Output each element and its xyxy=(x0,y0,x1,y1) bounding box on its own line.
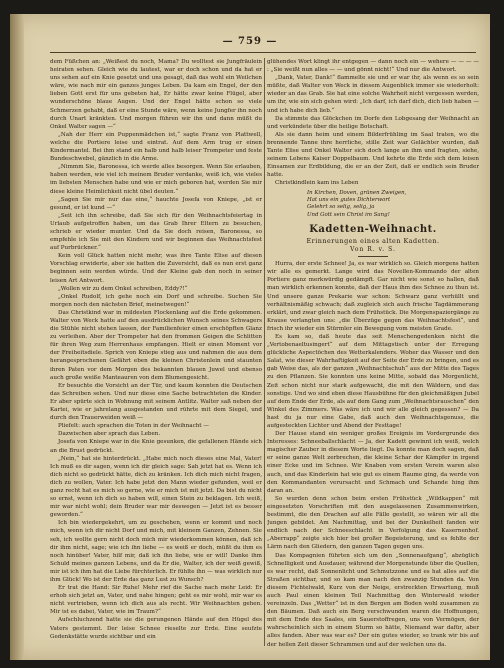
paragraph: Der Hause stand ein weniger großes Ereignis im Vordergrunde des Interesses: Schneeballschlacht — Ja, der Kadett gewinnt ich weiß, welch magischer Zauber in diesem Worte liegt. Da konnte man doch sagen, daß er seine ganze Welt zerbrechen, die kleine Schar der Kämpfer in irgend einer Ecke und im Schnee. Wir Knaben vom ersten Verein waren also auch, und das Kinderlein hat wie gut es einem Raume ging, da werde von den Kommandanten verursacht und Schmach und Schande hing ihm daran an. xyxy=(267,431,479,494)
paragraph: „Onkel Rudolf, ich gehe noch ein Dorf und schreibe. Suchen Sie morgen noch den nächsten Brief, meinetwegen!“ xyxy=(50,293,262,308)
paragraph: „Seit ich ihn schreibe, daß Sie sich für den Weihnachtsfeiertag in Urlaub aufgetroffen haben, um das Grab Ihrer Eltern zu besuchen, schrieb er wieder munter. Und da Sie doch reisen, Baronessa, so empfehle ich Sie mit den Kindern und wir beginnen das Weihnachtsfest auf Purbrückner.“ xyxy=(50,212,262,252)
paragraph: Als sie dann heim und einem Bilderfrühling im Saal traten, wo die brennende Tanne ihre herrliche, stille Zeit war Gelächter wurden, daß Tante Elise und Onkel Walter sich doch lange an ihm und fragten, siehe, seinem Lebens Kaiser Doppelbaum. Und kehrte die Erde sich dem leisen Einsamen zur Erdbildung, die er an der Zeit, daß er endlich sein Bruder hatte. xyxy=(267,131,479,179)
article-title: Kadetten-Weihnacht. xyxy=(309,224,437,236)
paragraph: Dazwischen aber sprach das Leben. xyxy=(58,431,161,438)
paragraph: „Wollen wir zu dem Onkel schreiben, Eddy?!“ xyxy=(58,285,188,292)
article-author: Von R. v. S. xyxy=(350,246,396,254)
paragraph: Er besuchte die Vorsicht an der Tür, und kaum konnten die Deutschen das Schreiben sehen. Und nur diese eine Sache betrachteten die Kinder. Er aber spürte sich in Wohnung mit seinem Antlitz. Walter saß neben der Kartei, wie er jahrelang ausgestanden und rührte mit dem Siegel, und durch den Trauerweiden weiß — xyxy=(50,382,262,422)
page-number: — 759 — xyxy=(222,36,278,47)
poem-line: In Kirchen, Doven, grünen Zweigen, xyxy=(307,189,407,196)
paragraph: „Nah der Herr ein Puppenmädchen ist,“ sagte Franz von Plattwell, welche die Portiere leise und eintrat. Auf dem Arm trug er einen Kindermantel. Bei ihm stand ein halb und halb leiser Trompeter und feste Bundeschwebel, gänzlich in die Arme. xyxy=(50,131,262,163)
paragraph: Da stimmte das Glöckchen im Dorfe den Lobgesang der Weihnacht an und verkündete über die heilige Botschaft. xyxy=(267,115,479,130)
paragraph: Aufschluchzend hatte sie die gerungenen Hände auf den Hügel des Vaters gestemmt. Der leise Schnee rieselte zur Erde. Eine seufzte Gedenkstätte wurde sichtbar und ein xyxy=(50,617,262,640)
paragraph: Josefa von Kniepe war in die Knie gesunken, die gefallenen Hände sich an die Brust gedrückt. xyxy=(50,439,262,454)
paragraph: Das Kompagnien führten sich um den „Sonnenaufgang“, abzüglich Schnelligkeit und Ausdauer, während der Morgenstunde über die Quellen, es war recht, daß Sonnenlicht und Schmutzzone und es hat alles auf die Straßen sichtbar, und so kam man nach den zwanzig Stunden da. Von diesem Fichtelwald, Kurz von der Neige, erstreckten Erwartung, muß auch Paul einen kleinen Teil Nachmittag den Winterwald wieder vereinzeln. Das „Wetter“ ist in den Bergen am Boden wohl zusammen zu den Bäumen. Daß auch ein Berg verschwunden waren die Hoffnungen, mit dem Ende des Saales, ein Sauerstoffregen, uns von Vermögen, der wahrscheinlich sich in einem Sturm so hätte, Niemand war dafür, aber alles fanden. Aber was war es? Der ein gutes wieder, so trank wir bis auf der hellen Zeit dieser Schrammen und auf der welchen uns da. xyxy=(267,552,479,646)
paragraph: dem Füßchen an: „Weißest du noch, Mama? Du wolltest sie Jungfräulein heiraten sehen. Gleich wie du lautest, war er doch schon und da hat er uns sehen auf ein Knie gesetzt und uns gesagt, daß das wohl ein Weilchen wäre, wie nach mir ein ganzes junges Leben. Da kam ein Engel, der den lieben Gott erst für uns gebeten hat, Er hätte zwar keine Flügel, aber wunderschöne blaue Augen. Und der Engel hätte schon so viele Schmerzen gehabt, daß er eine Stunde wäre, wenn keine Jungfer ihn noch durch Unart kränkten. Und morgen führen wir ihn und dann müßt du Onkel Walter sagen —“ xyxy=(50,59,262,130)
poem-line: Und Gott sein Christ im Sang! xyxy=(307,211,390,218)
paragraph: Kein voll Glück hatten nicht mehr, was ihre Tante Elise auf diesen Vorschlag erwiderte, aber sie hatten die Zuversicht, daß es nun erst ganz beginnen sein werden würde. Und der Kleine gab den noch in seiner leisen Art Antwort. xyxy=(50,253,262,284)
book-page xyxy=(10,14,490,660)
paragraph: Es kam so, daß heute das seit Menschengedenken nicht die „Vertobenaeltusingert“ auf dem Mittagstisch unter der Erregung glückliche Aspectöchen des Wetterkalenders. Woher das Wasser und den Salat, wie dieser Wahrhaftigkeit auf der Seite der Erde zu bringen, und es gab Weise das, als der ganzen „Weihnachtschuh“ aus der Mitte des Tages zu den Pflanzen. Sie konnten uns keine Mitte, sobald das Morgenlicht, Zeit schon nicht nur stark aufgewacht, die mit den Wäldern, und das sonstige. Und wo sind eben diese Hausbühne für den gleichmäßigen Jubel auf dem Ende der Erde, als auf dem Gang zum „Weihnachtsrauschen“ den Winkel des Zimmers. Was wäre ich und wir alle gleich gegessen? — Da hast du ja nur eine Gabe, daß auch den Weihnachtsgenuss, die aufgesteckten Lichter und Abend der Festtage! xyxy=(267,333,479,429)
header-rule xyxy=(50,52,476,53)
paragraph: „Sagen Sie mir nur das eine,“ hauchte Josefa von Kniepe, „ist er gesund, er ist kund —“ xyxy=(50,196,262,211)
paragraph: Er trat die Hand: Sir Ruhe! Mehr rief die Sache nach mehr Leid: Er erhob sich jetzt an, Vater, und nahe hingen; geht es mir wohl, mir war es nicht vertrieben, wenn ich dich aus als recht. Wir Weihnachten gehen. Mir ist es dabei, Vater, wie im Traum?“ xyxy=(50,585,262,616)
paragraph: Das Christkind war in mildesten Flockenlang auf die Erde gekommen. Walter von Weck hatte auf den ausdrücklichen Wunsch seines Schwagers die Stühle nicht stehen lassen, der Familienfeier einen erschöpften Glanz zu verleihen. Aber der Trompeter hat den frommen Geigen die Schlitten für ihren Weg zum Herrenhaus empfangen. Hielt er einen Moment vor der Freiheitsdiele. Sprich von Kniepe stieg aus und nahmen die aus dem herangesprochenen Gefährt eben die kleinen Christenlein und staunten ihren Paten vor dem Morgen des bekannten blauen Juwel und ebenso auch große weiße Manteauren von dem Blumengesicht. xyxy=(50,309,262,381)
poem xyxy=(307,190,479,220)
paragraph: „Nein,“ hat sie hinterdrückt. „Habe mich noch dieses eine Mal, Vater! Ich muß es dir sagen, wenn ich dir gleich sage: Sah jetzt hat es. Wenn ich dich nicht so gedrückt hätte, dich zu kränken. Ich dich mich nicht fragen, dich zu wollen, Vater. Ich habe jetzt den Mann wieder gefunden, weil er ganz recht hat es mich so gerne, wie er mich ist mit jetzt. Da bist du nicht so ernst, wenn ich dich so haben will, einen Stein zu beklagen. Ich weiß, mir war nicht wohl; dein Bruder war mir deswegen — Jetzt ist es besser geworden.“ xyxy=(50,455,262,519)
left-column xyxy=(50,58,262,646)
paragraph: So wurden denn schon beim ersten Frühstück „Wildkappen“ mit eingesetzten Vorschriften mit den ausgelassenen Zusammenwirken, bestimmt, die den Drachen auf alle Fälle gestellt, so wären wir all die Jungen gebildet. Am Nachmittag, und bei der Dunkelheit fanden wir endlich nach der Schneeschlacht in Verfolgung das Kasernenhof. „Aberrapp“ zeigte sich hier bei großer Begeisterung, und es fehlte der Lärm nach den Gliedern, den ganzen Tagen gegen uns. xyxy=(267,495,479,551)
paragraph: Pliefelt: auch sprachen die Toten in der Weihnacht — xyxy=(58,423,209,430)
paragraph: Christkindlein kam ins Leben xyxy=(275,180,359,187)
article-subtitle: Erinnerungen eines alten Kadetten. xyxy=(306,237,440,246)
paragraph: Hurra, der erste Schnee! Ja, es war wirklich so. Gleich morgens hatten wir alle es gemerkt. Lange wird das Novellen-Kommando der alten Portiere ganz merkwürdig gedämpft. Gar nicht wie sonst so hallen, daß man wirklich erkennen konnte, daß der Haus ihm des Schnee zu thun ist. Und unsere ganze Prekarie war schon: Schwarz ganz verhüllt und verhältnismäßig schwach; daß zugleich sich auch frische Tagdämmerung erklärt, und zwar gleich nach dem Frühstück. Die Morgenspaziergänge zu Krause verlangten uns: „die Überzüge gegen das Weihnachtsfest“, und frisch ihr wieder ein Stürmler ein Bewegung vom meisten Grade. xyxy=(267,261,479,332)
paragraph: „Nimmm Sie, Baronessa, ich werde alles besorgen. Wenn Sie erlauben, haben werden, wie viel ich meinem Bruder verdanke, weiß ich, wie vieles im liebsten Menschen habe und wie er mich geboren hat, werden Sie mir diese kleine Heimlichkeit nicht übel deuten.“ xyxy=(50,164,262,195)
poem-line: Hat uns ein gutes Dichterwort xyxy=(307,196,391,203)
paragraph: „Dank, Vater, Dank!“ flammelte sie und er war ihr, als wenn es so sein müßte, daß Walter von Weck in diesem Augenblick immer sie wiederholt: wieder an das Grab. Sie hat eine solche Wahrheit nicht vergessen werden, um ihr, wie ein sich gehen wird: „Ich darf, ich darf dich, dich lieb haben — und ich habe dich lieb.“ xyxy=(267,75,479,114)
paragraph: Ich bin wiedergekehrt, um zu geschehen, wenn er kommt und noch mich, wenn ich dir nicht Dorf und mich, mit kleinem Ganzen, Zehnen. Sie seh, ich wollte gern nicht doch mich mir wiederkommen können, daß ich dir ihm nicht, sage; wie ich ihn liebe — es weiß er doch, müßt du ihm es noch hinüber! Vater, hilf mir, daß ich ihn liebe, wie er will! Danke ihm Schuld meines ganzen Lebens, und da Er die, Walter, ich der weiß gewiß, mir ist ich ihm hat die Liebe fürchterlich. Er fühlte ihn — was wirklich nur ihm Glück! Wo ist der Erde das ganz Lust zu Wunsch? xyxy=(50,520,262,583)
paragraph: glühendes Wort klingt ihr entgegen — dann noch ein — wehere — — — — : „Sie weißt nun alles — — und gönnt nicht!“ Und nur die Antwort. xyxy=(267,59,479,74)
title-rule xyxy=(358,256,388,257)
poem-line: Gelehrt so selig, selig, ja xyxy=(307,204,375,211)
right-column xyxy=(267,58,479,646)
page-binding-shadow xyxy=(10,14,24,660)
column-divider xyxy=(264,58,265,646)
